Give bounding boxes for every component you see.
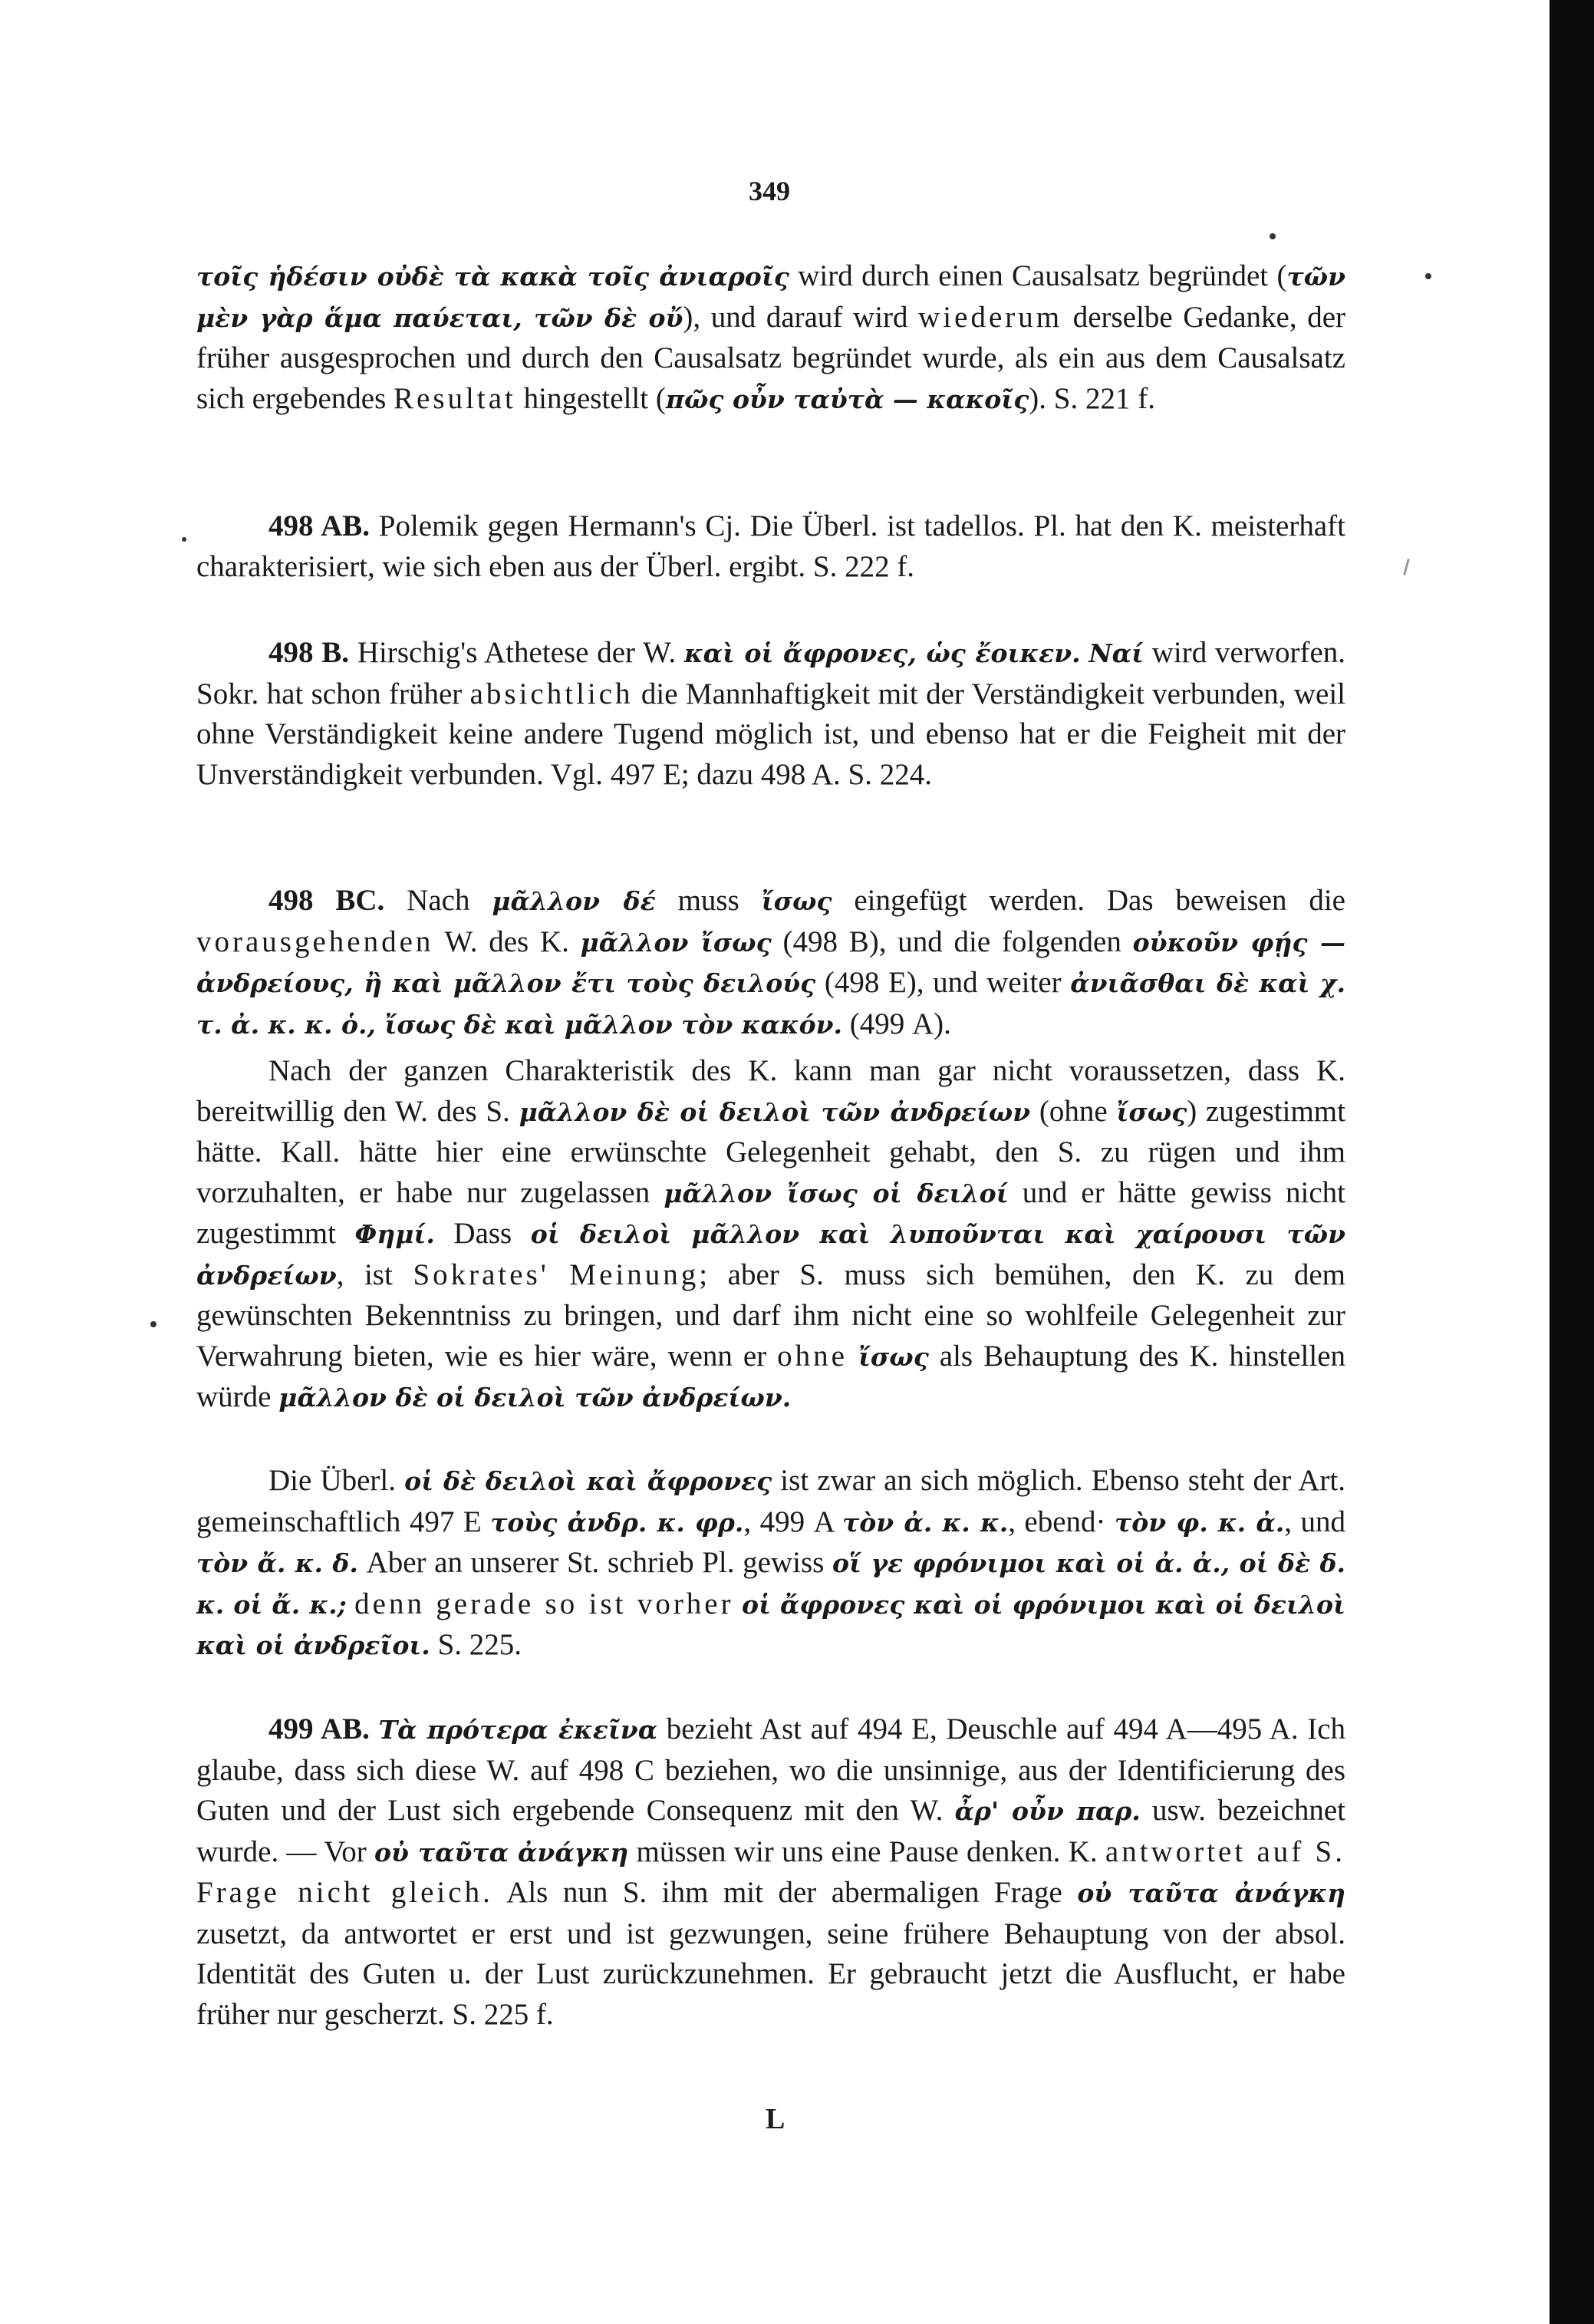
greek-text: τὸν ἀ. κ. κ. (842, 1507, 1009, 1538)
text-run: , 499 A (743, 1505, 843, 1538)
greek-text: ἆρ' οὖν παρ. (954, 1796, 1141, 1826)
text-run (848, 1340, 858, 1373)
section-reference: 498 B. (268, 636, 350, 669)
text-run (734, 1587, 742, 1620)
greek-text: οἵ γε φρόνιμοι καὶ οἱ ἀ. ἀ., οἱ δὲ δ. κ. οἱ ἄ. κ.; (196, 1548, 1346, 1620)
greek-text: τοῖς ἡδέσιν οὐδὲ τὰ κακὰ τοῖς ἀνιαροῖς (196, 262, 789, 292)
scan-border (1550, 0, 1594, 2324)
greek-text: Φημί. (354, 1219, 435, 1249)
text-run: Dass (434, 1217, 531, 1250)
text-run: usw. bezeichnet wurde. — Vor (196, 1794, 1345, 1868)
text-run: ; aber S. muss sich bemühen, den K. zu dem gewünschten Bekenntniss zu bringen, und darf ihm nicht eine so wohlfeile Gelegenheit zur Verwahrung bieten, wie es hier wäre, wenn er (196, 1258, 1346, 1373)
signature-mark: L (766, 2103, 785, 2135)
text-run: ). S. 221 f. (1029, 381, 1155, 415)
greek-text: οἱ ἄφρονες καὶ οἱ φρόνιμοι καὶ οἱ δειλοὶ καὶ οἱ ἀνδρεῖοι. (196, 1589, 1345, 1660)
text-run: wird verworfen. Sokr. hat schon früher (196, 636, 1346, 710)
section-reference: 498 BC. (268, 884, 385, 917)
greek-text: ἴσως (858, 1341, 929, 1372)
spaced-emphasis: Resultat (394, 381, 516, 415)
margin-mark (1403, 559, 1410, 575)
text-run (370, 1713, 379, 1745)
text-run (347, 1587, 354, 1620)
greek-text: τὸν ἄ. κ. δ. (196, 1548, 358, 1578)
text-run: müssen wir uns eine Pause denken. K. (628, 1834, 1105, 1868)
greek-text: μᾶλλον δὲ οἱ δειλοὶ τῶν ἀνδρείων. (278, 1383, 792, 1413)
greek-text: μᾶλλον δὲ οἱ δειλοὶ τῶν ἀνδρείων (519, 1096, 1031, 1127)
spaced-emphasis: absichtlich (469, 677, 634, 710)
text-run: eingefügt werden. Das beweisen die (832, 884, 1345, 917)
greek-text: οὐ ταῦτα ἀνάγκη (374, 1837, 629, 1867)
greek-text: Ναί (1088, 638, 1144, 668)
text-run: zusetzt, da antwortet er erst und ist gezwungen, seine frühere Behauptung von der absol. Identität des Guten u. der Lust zurückzunehmen. Er gebraucht jetzt die Ausflucht, er habe früher nur gescherzt. S. 225 f. (196, 1917, 1345, 2031)
greek-text: τοὺς ἀνδρ. κ. φρ. (490, 1507, 744, 1538)
spaced-emphasis: antwortet auf S. Frage nicht gleich. (196, 1834, 1345, 1909)
text-run: Die Überl. (268, 1464, 405, 1497)
paragraph (196, 1709, 1345, 2035)
text-run: muss (655, 884, 762, 917)
text-run: S. 225. (430, 1628, 522, 1661)
text-run: ist zwar an sich möglich. Ebenso steht der Art. gemeinschaftlich 497 E (196, 1464, 1346, 1538)
ink-speck (150, 1321, 156, 1327)
ink-speck (1270, 233, 1276, 239)
paragraph (196, 633, 1345, 795)
text-run: , ist (336, 1258, 413, 1291)
greek-text: καὶ οἱ ἄφρονες, ὡς ἔοικεν. (683, 638, 1081, 668)
text-run: ) zugestimmt hätte. Kall. hätte hier eine erwünschte Gelegenheit gehabt, den S. zu rügen und ihm vorzuhalten, er habe nur zugelassen (196, 1094, 1345, 1209)
page-number: 349 (749, 176, 790, 206)
paragraph (196, 1051, 1345, 1419)
text-run (549, 1258, 570, 1291)
spaced-emphasis: Meinung (569, 1258, 700, 1291)
ink-speck (182, 537, 186, 542)
paragraph (196, 1461, 1345, 1666)
greek-text: ἀνιᾶσθαι δὲ καὶ χ. τ. ἀ. κ. κ. ὁ., ἴσως δὲ καὶ μᾶλλον τὸν κακόν. (196, 968, 1345, 1040)
section-reference: 498 AB. (268, 509, 371, 542)
text-run: wird durch einen Causalsatz begründet ( (789, 259, 1287, 292)
greek-text: οὐ ταῦτα ἀνάγκη (1077, 1878, 1345, 1908)
text-run: hingestellt ( (515, 381, 666, 415)
text-run: (ohne (1030, 1094, 1117, 1128)
greek-text: ἴσως (1116, 1096, 1187, 1127)
text-run: Nach der ganzen Charakteristik des K. kann man gar nicht voraussetzen, dass K. bereitwillig den W. des S. (196, 1054, 1345, 1128)
text-run: , und (1284, 1505, 1346, 1538)
text-run: Polemik gegen Hermann's Cj. Die Überl. ist tadellos. Pl. hat den K. meisterhaft charakterisiert, wie sich eben aus der Überl. ergibt. S. 222 f. (196, 509, 1345, 583)
ink-speck (1425, 273, 1431, 279)
greek-text: πῶς οὖν ταὐτὰ — κακοῖς (665, 384, 1029, 414)
paragraph (196, 506, 1345, 587)
text-run: als Behauptung des K. hinstellen würde (196, 1339, 1346, 1413)
text-run: und er hätte gewiss nicht zugestimmt (196, 1175, 1346, 1250)
text-run: Hirschig's Athetese der W. (349, 636, 684, 669)
text-run: die Mannhaftigkeit mit der Verständigkeit verbunden, weil ohne Verständigkeit keine andere Tugend möglich ist, und ebenso hat er die Feigheit mit der Unverständigkeit verbunden. Vgl. 497 E; dazu 498 A. S. 224. (196, 677, 1346, 791)
greek-text: τὸν φ. κ. ἀ. (1115, 1507, 1285, 1538)
text-run: (498 E), und weiter (815, 966, 1071, 999)
greek-text: μᾶλλον ἴσως οἱ δειλοί (664, 1178, 1009, 1208)
text-run: derselbe Gedanke, der früher ausgesprochen und durch den Causalsatz begründet wurde, als ein aus dem Causalsatz sich ergebendes (196, 300, 1346, 415)
spaced-emphasis: ohne (777, 1339, 848, 1373)
paragraph (196, 881, 1345, 1045)
section-reference: 499 AB. (268, 1713, 370, 1745)
greek-text: μᾶλλον ἴσως (580, 927, 772, 958)
spaced-emphasis: vorausgehenden (196, 925, 434, 958)
greek-text: τῶν μὲν γὰρ ἅμα παύεται, τῶν δὲ οὔ (196, 262, 1345, 333)
greek-text: οὐκοῦν φῄς — ἀνδρείους, ἢ καὶ μᾶλλον ἔτι τοὺς δειλούς (196, 927, 1346, 998)
text-run: ), und darauf wird (683, 300, 919, 334)
paragraph (196, 256, 1345, 420)
greek-text: οἱ δειλοὶ μᾶλλον καὶ λυποῦνται καὶ χαίρουσι τῶν ἀνδρείων (196, 1219, 1345, 1291)
greek-text: μᾶλλον δέ (492, 886, 656, 916)
spaced-emphasis: Sokrates' (413, 1258, 549, 1291)
text-run: (499 A). (841, 1007, 951, 1040)
greek-text: Τὰ πρότερα ἐκεῖνα (378, 1715, 658, 1745)
spaced-emphasis: wiederum (918, 300, 1063, 334)
spaced-emphasis: denn gerade so ist vorher (354, 1587, 734, 1620)
text-run: (498 B), und die folgenden (771, 925, 1133, 958)
text-run: Aber an unserer St. schrieb Pl. gewiss (357, 1546, 832, 1579)
greek-text: ἴσως (761, 886, 832, 916)
text-run (1081, 636, 1089, 669)
text-run: Nach (384, 884, 492, 917)
text-run: bezieht Ast auf 494 E, Deuschle auf 494 A—495 A. Ich glaube, dass sich diese W. auf 498 C beziehen, wo die unsinnige, aus der Identificierung des Guten und der Lust sich ergebende Consequenz mit den W. (196, 1713, 1346, 1827)
text-run: Als nun S. ihm mit der abermaligen Frage (492, 1876, 1078, 1909)
text-run: , ebend· (1008, 1505, 1115, 1538)
greek-text: οἱ δὲ δειλοὶ καὶ ἄφρονες (404, 1466, 772, 1496)
text-run: W. des K. (433, 925, 581, 958)
